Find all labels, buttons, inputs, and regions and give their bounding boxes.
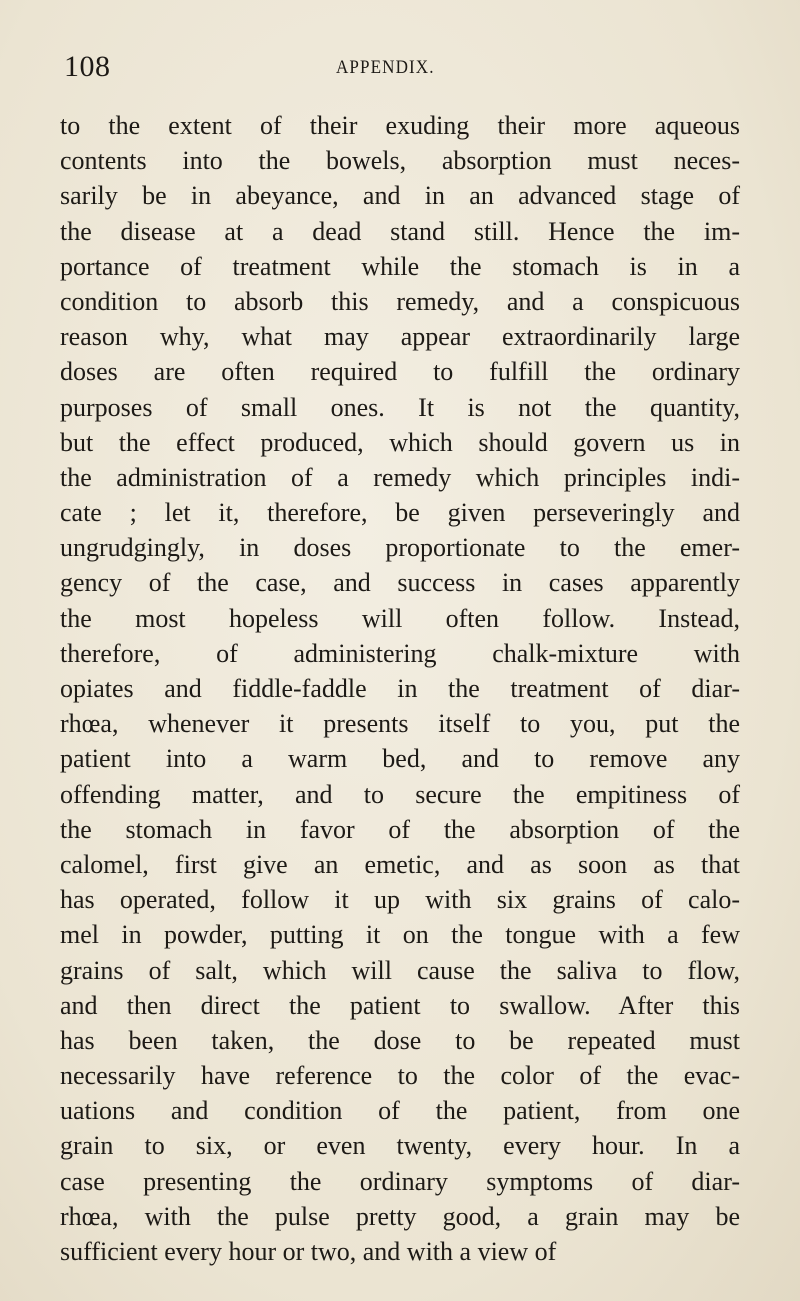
text-line: opiates and fiddle-faddle in the treatment of diar-: [60, 674, 740, 703]
body-text: [60, 108, 740, 1269]
text-line: therefore, of administering chalk-mixture with: [60, 638, 740, 668]
text-line: but the effect produced, which should govern us in: [60, 427, 740, 457]
text-line: grain to six, or even twenty, every hour. In a: [60, 1131, 740, 1161]
text-line: contents into the bowels, absorption must neces-: [60, 146, 740, 176]
text-line: condition to absorb this remedy, and a conspicuous: [60, 286, 740, 316]
running-head: APPENDIX.: [336, 57, 435, 78]
text-line: rhœa, whenever it presents itself to you, put the: [60, 709, 740, 739]
text-line: cate ; let it, therefore, be given perseveringly and: [60, 498, 740, 528]
text-line: portance of treatment while the stomach is in a: [60, 251, 740, 281]
text-line: purposes of small ones. It is not the quantity,: [60, 392, 740, 422]
text-line: offending matter, and to secure the empitiness of: [60, 779, 740, 809]
text-line: the most hopeless will often follow. Instead,: [60, 603, 740, 633]
text-line: the stomach in favor of the absorption of the: [60, 814, 740, 844]
text-line: and then direct the patient to swallow. After this: [60, 990, 740, 1020]
text-line: mel in powder, putting it on the tongue with a few: [60, 920, 740, 950]
page-number: 108: [64, 50, 111, 83]
text-line: to the extent of their exuding their more aqueous: [60, 111, 740, 140]
text-line: the disease at a dead stand still. Hence the im-: [60, 216, 740, 246]
text-line: grains of salt, which will cause the saliva to flow,: [60, 955, 740, 985]
text-line: gency of the case, and success in cases apparently: [60, 568, 740, 598]
text-line: the administration of a remedy which principles indi-: [60, 462, 740, 492]
text-line: uations and condition of the patient, from one: [60, 1096, 740, 1126]
text-line: patient into a warm bed, and to remove any: [60, 744, 740, 774]
text-line: has been taken, the dose to be repeated must: [60, 1025, 740, 1055]
text-line: doses are often required to fulfill the ordinary: [60, 357, 740, 387]
text-line: rhœa, with the pulse pretty good, a grain may be: [60, 1201, 740, 1231]
text-line: calomel, first give an emetic, and as soon as that: [60, 849, 740, 879]
text-line: necessarily have reference to the color of the evac-: [60, 1061, 740, 1091]
text-line: case presenting the ordinary symptoms of diar-: [60, 1166, 740, 1196]
text-line: has operated, follow it up with six grains of calo-: [60, 885, 740, 915]
text-line: ungrudgingly, in doses proportionate to the emer-: [60, 533, 740, 563]
text-line: sufficient every hour or two, and with a view of: [60, 1237, 557, 1266]
text-line: sarily be in abeyance, and in an advanced stage of: [60, 181, 740, 211]
text-line: reason why, what may appear extraordinarily large: [60, 322, 740, 352]
